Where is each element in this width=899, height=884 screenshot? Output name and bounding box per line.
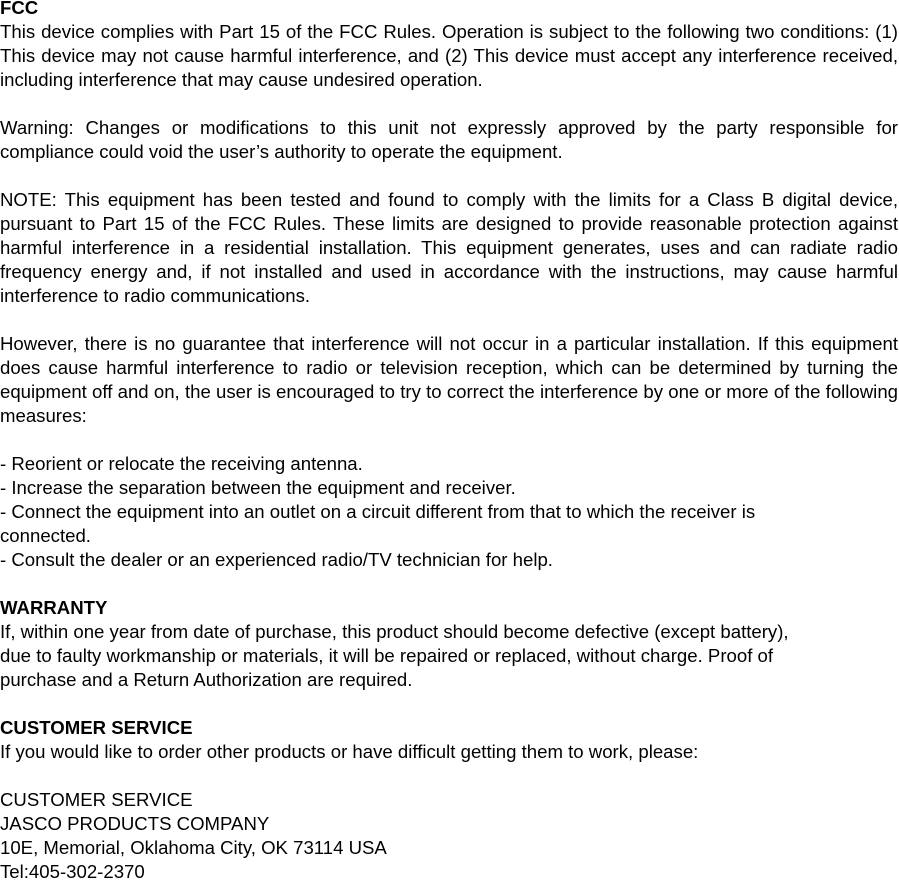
fcc-heading: FCC: [0, 0, 39, 18]
fcc-measures-list: [0, 452, 898, 572]
fcc-however-paragraph: However, there is no guarantee that interference will not occur in a particular installation. If this equipment does cause harmful interference to radio or television reception, which can be determined by turning the equipment off and on, the user is encouraged to try to correct the interference by one or more of the following measures:: [0, 333, 898, 426]
warranty-line: If, within one year from date of purchase, this product should become defective (except battery),: [0, 621, 789, 642]
spacer: [0, 428, 898, 452]
warranty-paragraph: [0, 620, 898, 692]
measure-item: - Connect the equipment into an outlet on a circuit different from that to which the receiver is: [0, 501, 756, 522]
measure-item: - Consult the dealer or an experienced radio/TV technician for help.: [0, 549, 553, 570]
spacer: [0, 572, 898, 596]
customer-service-address: [0, 788, 898, 884]
address-phone: Tel:405-302-2370: [0, 861, 145, 882]
address-line: JASCO PRODUCTS COMPANY: [0, 813, 270, 834]
fcc-note-paragraph: NOTE: This equipment has been tested and found to comply with the limits for a Class B digital device, pursuant to Part 15 of the FCC Rules. These limits are designed to provide reasonable protection against harmful interference in a residential installation. This equipment generates, uses and can radiate radio frequency energy and, if not installed and used in accordance with the instructions, may cause harmful interference to radio communications.: [0, 189, 898, 306]
warranty-heading: WARRANTY: [0, 597, 108, 618]
spacer: [0, 164, 898, 188]
measure-item: - Reorient or relocate the receiving antenna.: [0, 453, 363, 474]
customer-service-heading: CUSTOMER SERVICE: [0, 717, 193, 738]
fcc-warning-paragraph: Warning: Changes or modifications to this unit not expressly approved by the party responsible for compliance could void the user’s authority to operate the equipment.: [0, 117, 898, 162]
measure-item-continuation: connected.: [0, 525, 91, 546]
warranty-line: due to faulty workmanship or materials, it will be repaired or replaced, without charge. Proof of: [0, 645, 774, 666]
spacer: [0, 692, 898, 716]
address-line: CUSTOMER SERVICE: [0, 789, 193, 810]
address-line: 10E, Memorial, Oklahoma City, OK 73114 USA: [0, 837, 387, 858]
measure-item: - Increase the separation between the equipment and receiver.: [0, 477, 516, 498]
spacer: [0, 92, 898, 116]
fcc-intro-paragraph: This device complies with Part 15 of the FCC Rules. Operation is subject to the following two conditions: (1) This device may not cause harmful interference, and (2) This device must accept any interference received, including interference that may cause undesired operation.: [0, 21, 898, 90]
warranty-line: purchase and a Return Authorization are required.: [0, 669, 413, 690]
spacer: [0, 764, 898, 788]
customer-service-intro: If you would like to order other products or have difficult getting them to work, please:: [0, 741, 699, 762]
spacer: [0, 308, 898, 332]
